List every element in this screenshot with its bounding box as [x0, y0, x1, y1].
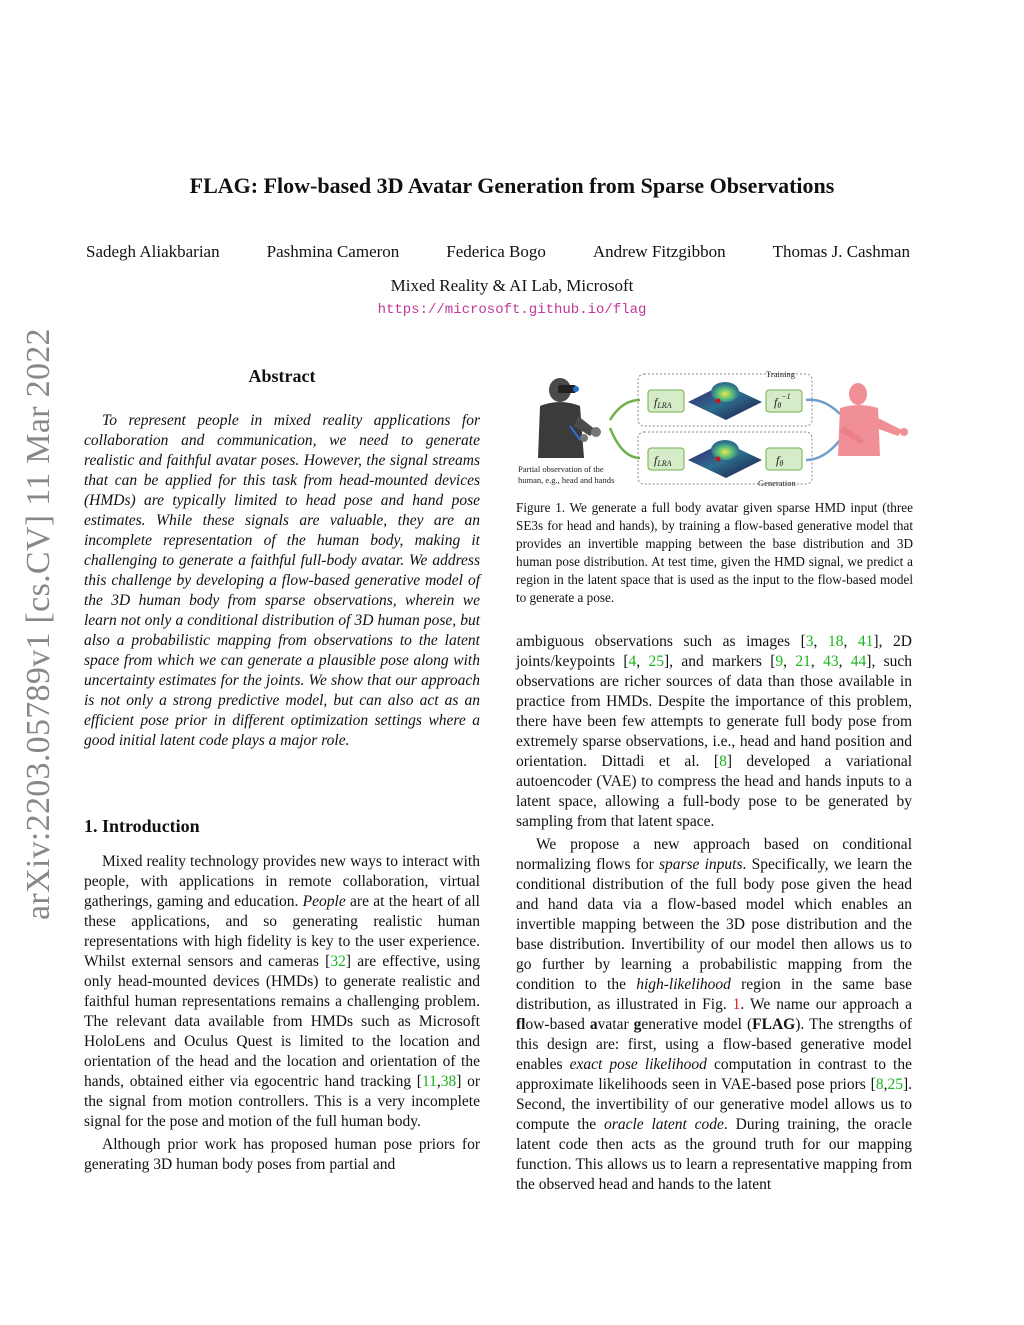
partial-observation-label: human, e.g., head and hands: [518, 475, 615, 485]
svg-text:fLRA: fLRA: [654, 395, 672, 410]
affiliation: Mixed Reality & AI Lab, Microsoft: [390, 276, 634, 295]
figure-1: [518, 368, 914, 493]
citation-link[interactable]: 44: [850, 653, 867, 670]
citation-link[interactable]: 38: [440, 1073, 457, 1090]
citation-link[interactable]: 25: [887, 1076, 903, 1093]
latent-distribution-surface: [688, 382, 762, 420]
project-url-link[interactable]: https://microsoft.github.io/flag: [377, 302, 647, 318]
introduction-body: [84, 852, 480, 1175]
citation-link[interactable]: 9: [775, 653, 784, 670]
generation-label: Generation: [758, 478, 796, 488]
author: Andrew Fitzgibbon: [592, 242, 726, 261]
svg-text:fLRA: fLRA: [654, 453, 672, 468]
citation-link[interactable]: 43: [823, 653, 839, 670]
flow-diagram: [518, 368, 914, 493]
citation-link[interactable]: 8: [875, 1076, 884, 1093]
abstract-body: [84, 411, 480, 751]
training-label: Training: [766, 369, 795, 379]
citation-link[interactable]: 21: [795, 653, 811, 670]
author: Sadegh Aliakbarian: [86, 242, 220, 261]
citation-link[interactable]: 41: [857, 633, 874, 650]
figure-1-caption: Figure 1. We generate a full body avatar given sparse HMD input (three SE3s for head and hands), by training a flow-based generative model that provides an invertible mapping between the base distribution and 3D human pose distribution. At test time, given the HMD signal, we predict a region in the latent space that is used as the input to the flow-based model to generate a pose.: [516, 500, 913, 605]
svg-text:fθ−1: $f\theta^{-1}$: [774, 392, 791, 410]
citation-link[interactable]: 18: [827, 633, 844, 650]
paper-title: FLAG: Flow-based 3D Avatar Generation from Sparse Observations: [189, 173, 835, 198]
arxiv-identifier: arXiv:2203.05789v1 [cs.CV] 11 Mar 2022: [20, 328, 57, 920]
citation-link[interactable]: 11: [421, 1073, 437, 1090]
abstract-heading: Abstract: [248, 366, 316, 386]
abstract-text: To represent people in mixed reality applications for collaboration and communication, we need to generate realistic and faithful avatar poses. However, the signal streams that can be applied for this task from head-mounted devices (HMDs) are typically limited to head pose and hand pose estimates. While these signals are valuable, they are an incomplete representation of the human body, making it challenging to generate a faithful full-body avatar. We address this challenge by developing a flow-based generative model of the 3D human body from sparse observations, wherein we learn not only a conditional distribution of 3D human pose, but also a probabilistic mapping from observations to the latent space from which we can generate a plausible pose along with uncertainty estimates for the joints. We show that our approach is not only a strong predictive model, but can also act as an efficient pose prior in different optimization settings where a good initial latent code plays a major role.: [84, 412, 480, 749]
right-column-body: [516, 632, 912, 1195]
person-hmd-illustration: [538, 378, 601, 458]
generated-avatar-illustration: [838, 383, 908, 456]
intro-paragraph: Although prior work has proposed human pose priors for generating 3D human body poses from partial and: [84, 1136, 480, 1173]
author: Federica Bogo: [446, 242, 546, 261]
svg-text:fθ: fθ: [776, 453, 784, 468]
intro-paragraph: Mixed reality technology provides new ways to interact with people, with applications in remote collaboration, virtual gatherings, gaming and education. People are at the heart of all these applications, and so generating realistic human representations with high fidelity is key to the user experience. Whilst external sensors and cameras [32] are effective, using only head-mounted devices (HMDs) to generate realistic and faithful human representations remains a challenging problem. The relevant data available from HMDs such as Microsoft HoloLens and Oculus Quest is limited to the location and orientation of the head and the location and orientation of the hands, obtained either via egocentric hand tracking [11,38] or the signal from motion controllers. This is a very incomplete signal for the pose and motion of the full human body.: [84, 853, 480, 1130]
citation-link[interactable]: 25: [648, 653, 664, 670]
citation-link[interactable]: 8: [719, 753, 727, 770]
citation-link[interactable]: 4: [628, 653, 637, 670]
figure-reference-link[interactable]: 1: [732, 996, 741, 1013]
partial-observation-label: Partial observation of the: [518, 464, 604, 474]
f-theta-block: [766, 448, 802, 470]
section-heading-introduction: 1. Introduction: [84, 816, 200, 836]
author: Pashmina Cameron: [266, 242, 400, 261]
latent-distribution-surface: [688, 440, 762, 478]
citation-link[interactable]: 3: [805, 633, 814, 650]
body-paragraph: ambiguous observations such as images [3, 18, 41], 2D joints/keypoints [4, 25], and markers [9, 21, 43, 44], such observations are richer sources of data than those available in practice from HMDs. Despite the importance of this problem, there have been few attempts to generate full body pose from extremely sparse observations, i.e., head and hand position and orientation. Dittadi et al. [8] developed a variational autoencoder (VAE) to compress the head and hands inputs to a latent space, allowing a full-body pose to be generated by sampling from that latent space.: [516, 633, 913, 830]
author-list: [86, 242, 910, 262]
body-paragraph: We propose a new approach based on conditional normalizing flows for sparse inputs. Specifically, we learn the conditional distribution of the full body pose given the head and hand data via a flow-based model which enables an invertible mapping between the 3D pose distribution and the base distribution. Invertibility of our model then allows us to go further by learning a probabilistic mapping from the condition to the high-likelihood region in the same base distribution, as illustrated in Fig. 1. We name our approach a flow-based avatar generative model (FLAG). The strengths of this design are: first, using a flow-based generative model enables exact pose likelihood computation in contrast to the approximate likelihoods seen in VAE-based pose priors [8,25]. Second, the invertibility of our generative model allows us to compute the oracle latent code. During training, the oracle latent code then acts as the ground truth for our mapping function. This allows us to learn a representative mapping from the observed head and hands to the latent: [516, 836, 913, 1193]
citation-link[interactable]: 32: [330, 953, 346, 970]
author: Thomas J. Cashman: [772, 242, 910, 261]
